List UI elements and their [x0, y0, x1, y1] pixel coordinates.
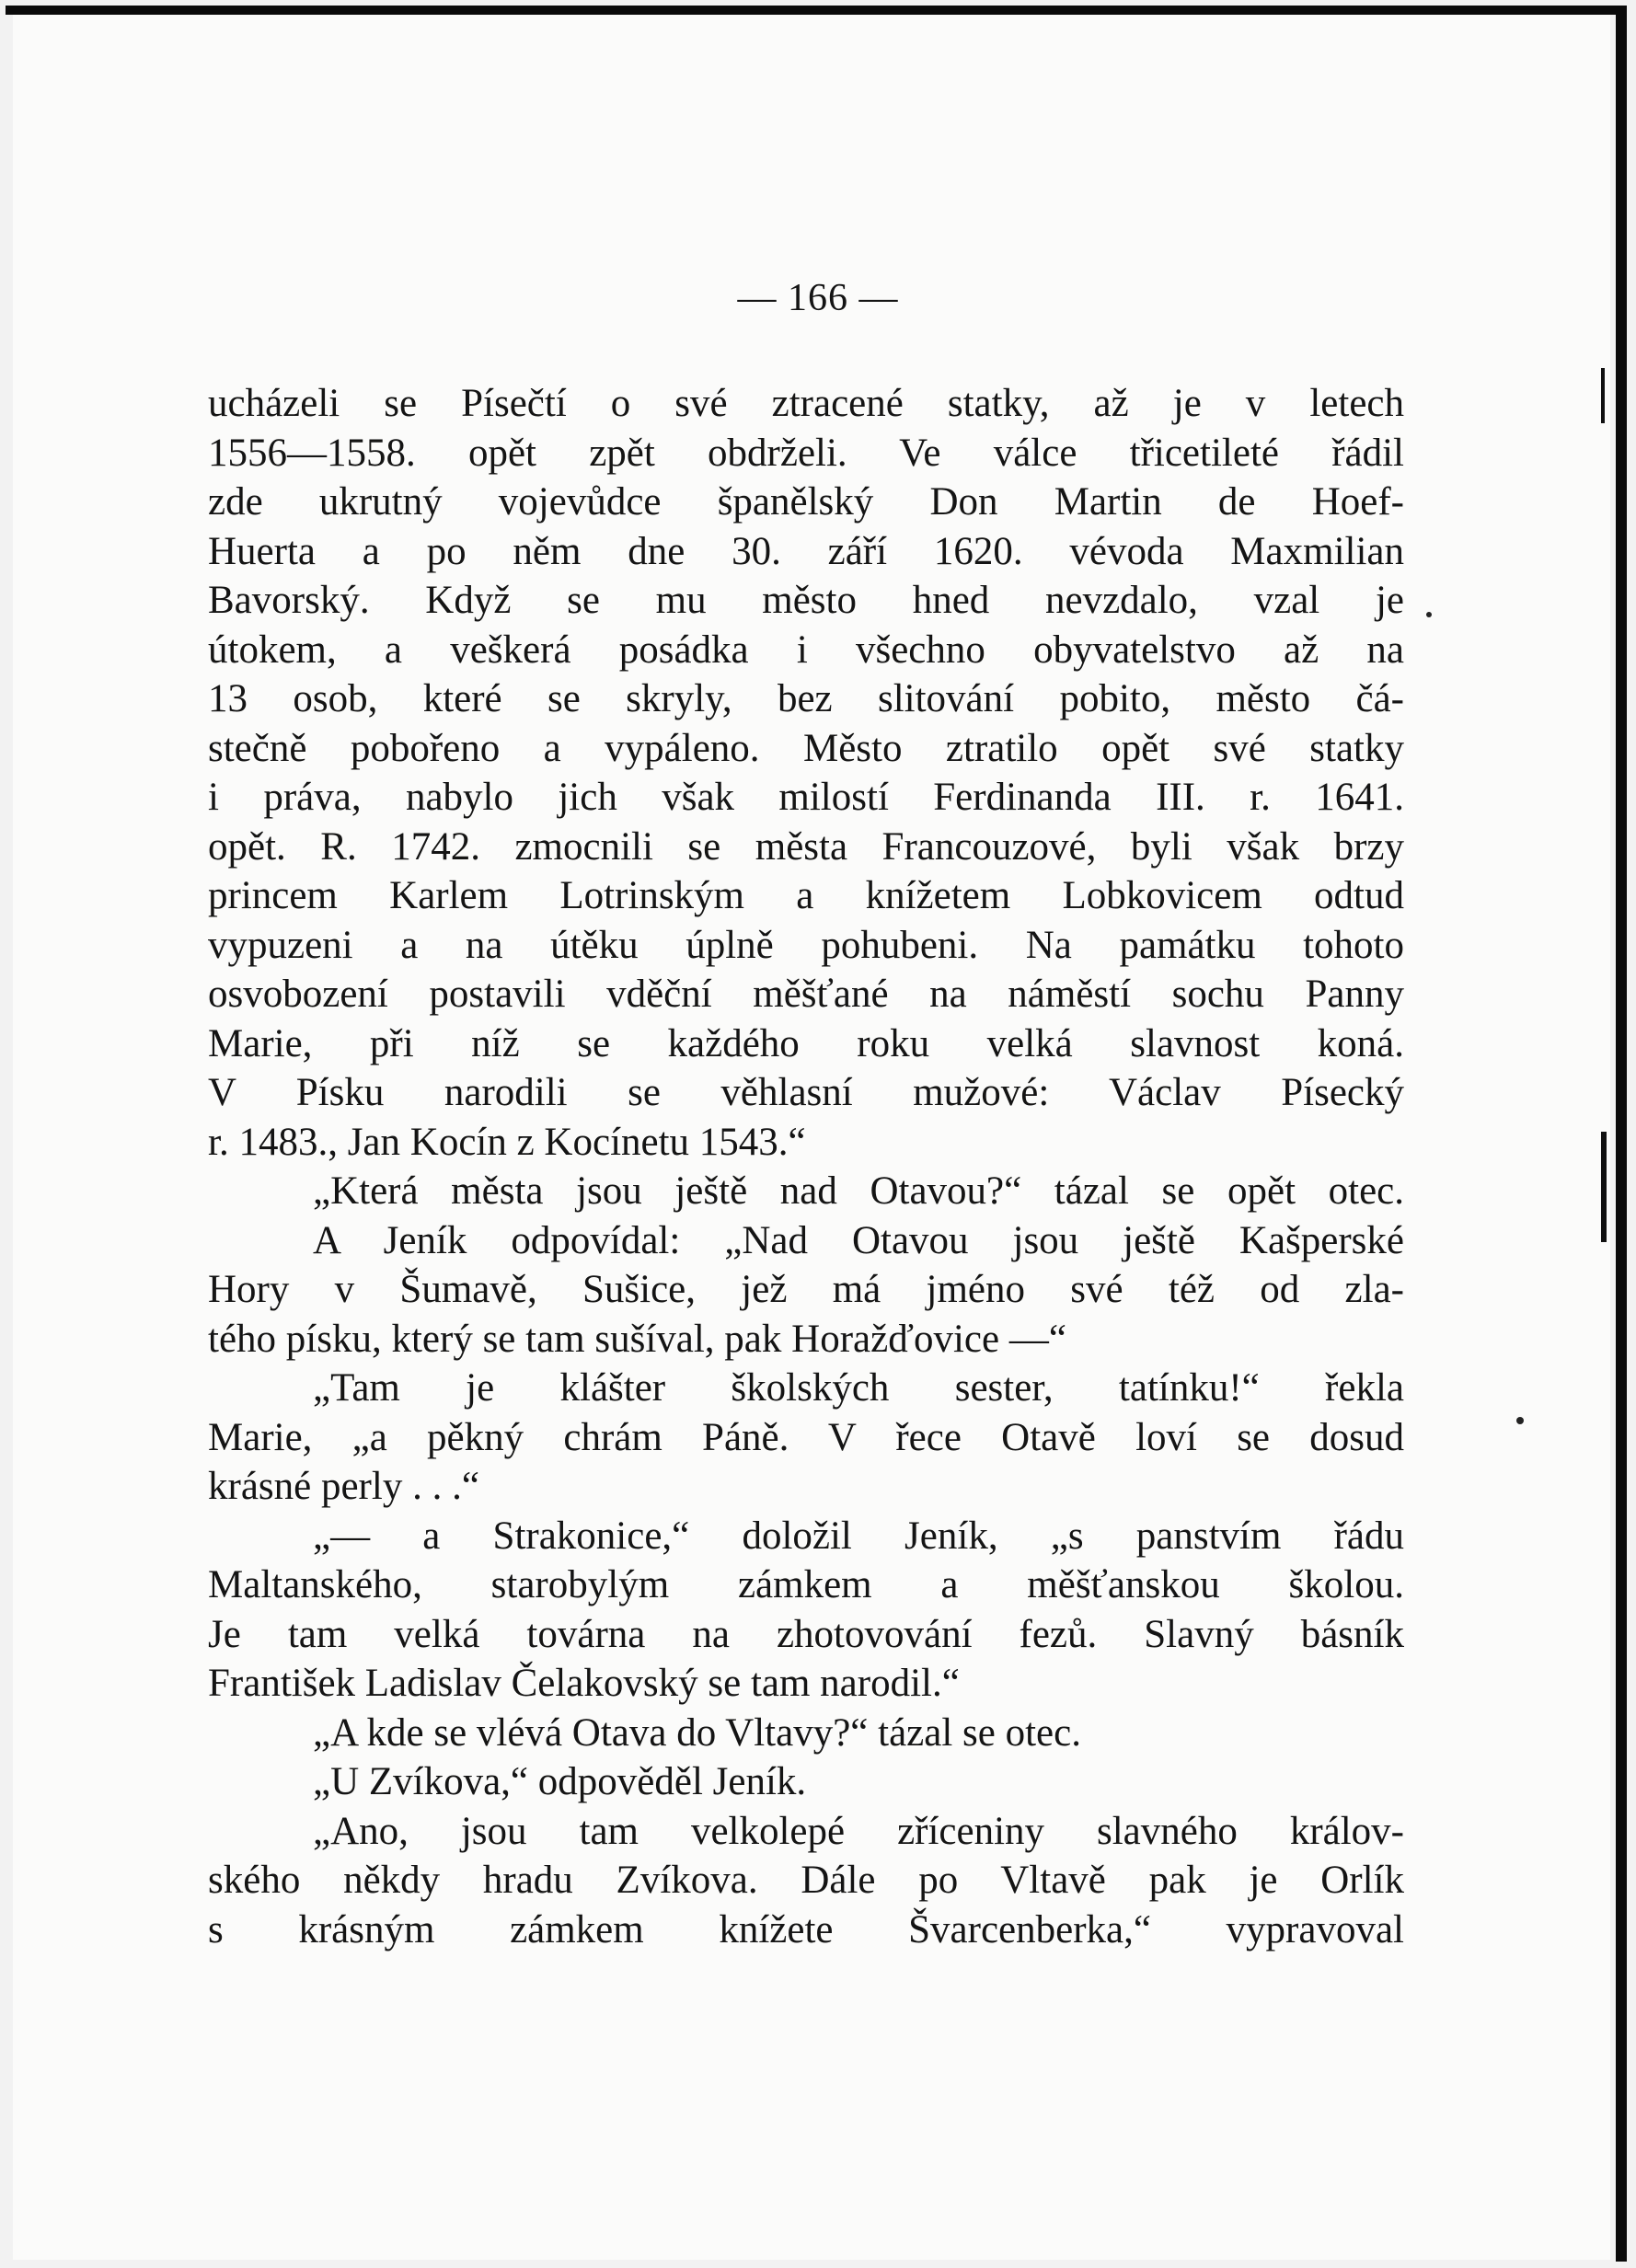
text-line: tého písku, který se tam sušíval, pak Horažďovice —“ [208, 1317, 1066, 1361]
text-line: 1556—1558. opět zpět obdrželi. Ve válce třicetileté řádil [208, 431, 1404, 475]
text-line: Hory v Šumavě, Sušice, jež má jméno své též od zla- [208, 1268, 1404, 1311]
page-number: — 166 — [737, 277, 899, 319]
text-line: Je tam velká továrna na zhotovování fezů. Slavný básník [208, 1612, 1404, 1656]
text-line: r. 1483., Jan Kocín z Kocínetu 1543.“ [208, 1120, 806, 1164]
binding-edge-mark-2 [1601, 368, 1605, 423]
text-line: „Ano, jsou tam velkolepé zříceniny slavného králov- [313, 1809, 1404, 1853]
text-line: ského někdy hradu Zvíkova. Dále po Vltavě pak je Orlík [208, 1859, 1404, 1902]
text-line: Marie, při níž se každého roku velká slavnost koná. [208, 1021, 1404, 1065]
text-line: ucházeli se Písečtí o své ztracené statky, až je v letech [208, 382, 1404, 425]
text-line: vypuzeni a na útěku úplně pohubeni. Na památku tohoto [208, 923, 1404, 967]
binding-edge-mark [1601, 1132, 1607, 1242]
text-line: stečně pobořeno a vypáleno. Město ztratilo opět své statky [208, 726, 1404, 770]
text-line: „— a Strakonice,“ doložil Jeník, „s panstvím řádu [313, 1514, 1404, 1558]
text-line: Marie, „a pěkný chrám Páně. V řece Otavě loví se dosud [208, 1415, 1404, 1459]
text-line: osvobození postavili vděční měšťané na náměstí sochu Panny [208, 973, 1404, 1016]
body-text [208, 379, 1404, 1954]
text-line: „Která města jsou ještě nad Otavou?“ tázal se opět otec. [313, 1169, 1404, 1213]
text-line: Huerta a po něm dne 30. září 1620. vévoda Maxmilian [208, 529, 1404, 573]
text-line: „Tam je klášter školských sester, tatínku!“ řekla [313, 1366, 1404, 1410]
text-line: i práva, nabylo jich však milostí Ferdinanda III. r. 1641. [208, 776, 1404, 819]
text-line: 13 osob, které se skryly, bez slitování pobito, město čá- [208, 677, 1404, 720]
text-line: opět. R. 1742. zmocnili se města Francouzové, byli však brzy [208, 824, 1404, 869]
scan-speck [1516, 1417, 1524, 1424]
text-line: V Písku narodili se věhlasní mužové: Václav Písecký [208, 1071, 1404, 1114]
text-line: krásné perly . . .“ [208, 1465, 479, 1508]
text-line: František Ladislav Čelakovský se tam narodil.“ [208, 1662, 960, 1705]
text-line: útokem, a veškerá posádka i všechno obyvatelstvo až na [208, 627, 1404, 672]
text-line: Bavorský. Když se mu město hned nevzdalo, vzal je [208, 579, 1404, 622]
text-line: princem Karlem Lotrinským a knížetem Lobkovicem odtud [208, 874, 1404, 917]
text-line: zde ukrutný vojevůdce španělský Don Martin de Hoef- [208, 480, 1404, 524]
scan-speck [1426, 612, 1432, 617]
text-line: „U Zvíkova,“ odpověděl Jeník. [313, 1760, 807, 1803]
text-line: A Jeník odpovídal: „Nad Otavou jsou ještě Kašperské [313, 1218, 1404, 1262]
text-line: s krásným zámkem knížete Švarcenberka,“ vypravoval [208, 1907, 1404, 1951]
text-line: „A kde se vlévá Otava do Vltavy?“ tázal se otec. [313, 1710, 1081, 1755]
text-line: Maltanského, starobylým zámkem a měšťanskou školou. [208, 1563, 1404, 1606]
